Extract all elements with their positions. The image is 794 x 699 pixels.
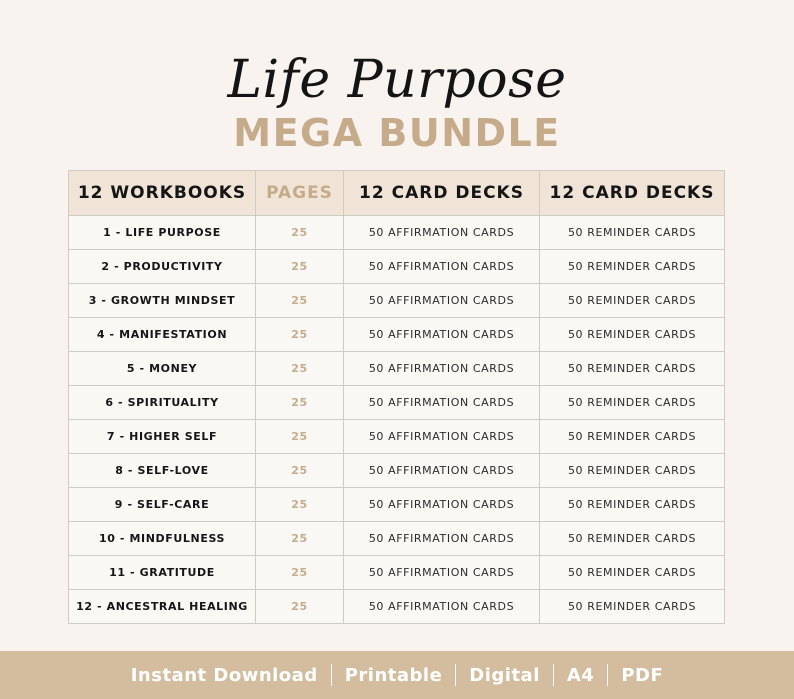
affirmation-deck-cell: 50 AFFIRMATION CARDS xyxy=(344,556,540,590)
table-row xyxy=(69,522,725,556)
workbook-cell: 10 - MINDFULNESS xyxy=(69,522,256,556)
workbook-cell: 9 - SELF-CARE xyxy=(69,488,256,522)
workbook-cell: 3 - GROWTH MINDSET xyxy=(69,284,256,318)
workbook-cell: 8 - SELF-LOVE xyxy=(69,454,256,488)
pages-cell: 25 xyxy=(256,420,344,454)
table-header-row xyxy=(69,171,725,216)
workbook-cell: 6 - SPIRITUALITY xyxy=(69,386,256,420)
affirmation-deck-cell: 50 AFFIRMATION CARDS xyxy=(344,318,540,352)
reminder-deck-cell: 50 REMINDER CARDS xyxy=(540,352,725,386)
footer-item: Instant Download xyxy=(130,664,318,686)
reminder-deck-cell: 50 REMINDER CARDS xyxy=(540,284,725,318)
pages-cell: 25 xyxy=(256,386,344,420)
workbook-cell: 4 - MANIFESTATION xyxy=(69,318,256,352)
table-row xyxy=(69,216,725,250)
title-script: Life Purpose xyxy=(227,50,567,110)
column-header-workbooks: 12 WORKBOOKS xyxy=(69,171,256,216)
footer-item: PDF xyxy=(621,664,664,686)
workbook-cell: 11 - GRATITUDE xyxy=(69,556,256,590)
reminder-deck-cell: 50 REMINDER CARDS xyxy=(540,386,725,420)
table-row xyxy=(69,454,725,488)
footer-separator xyxy=(455,664,456,686)
pages-cell: 25 xyxy=(256,590,344,624)
reminder-deck-cell: 50 REMINDER CARDS xyxy=(540,420,725,454)
table-row xyxy=(69,590,725,624)
footer-bar xyxy=(0,651,794,699)
table-row xyxy=(69,284,725,318)
column-header-card-decks-2: 12 CARD DECKS xyxy=(540,171,725,216)
table-row xyxy=(69,386,725,420)
reminder-deck-cell: 50 REMINDER CARDS xyxy=(540,216,725,250)
table-row xyxy=(69,352,725,386)
affirmation-deck-cell: 50 AFFIRMATION CARDS xyxy=(344,250,540,284)
workbook-cell: 1 - LIFE PURPOSE xyxy=(69,216,256,250)
table-row xyxy=(69,556,725,590)
table-row xyxy=(69,318,725,352)
footer-item: Printable xyxy=(344,664,443,686)
workbook-cell: 2 - PRODUCTIVITY xyxy=(69,250,256,284)
footer-separator xyxy=(331,664,332,686)
table-row xyxy=(69,250,725,284)
pages-cell: 25 xyxy=(256,250,344,284)
affirmation-deck-cell: 50 AFFIRMATION CARDS xyxy=(344,590,540,624)
footer-separator xyxy=(553,664,554,686)
workbook-cell: 12 - ANCESTRAL HEALING xyxy=(69,590,256,624)
table-row xyxy=(69,420,725,454)
table-body xyxy=(69,216,725,624)
reminder-deck-cell: 50 REMINDER CARDS xyxy=(540,488,725,522)
reminder-deck-cell: 50 REMINDER CARDS xyxy=(540,454,725,488)
workbook-cell: 5 - MONEY xyxy=(69,352,256,386)
pages-cell: 25 xyxy=(256,522,344,556)
affirmation-deck-cell: 50 AFFIRMATION CARDS xyxy=(344,454,540,488)
affirmation-deck-cell: 50 AFFIRMATION CARDS xyxy=(344,352,540,386)
pages-cell: 25 xyxy=(256,352,344,386)
footer-item: A4 xyxy=(566,664,595,686)
title-bold: MEGA BUNDLE xyxy=(233,111,561,155)
column-header-card-decks-1: 12 CARD DECKS xyxy=(344,171,540,216)
pages-cell: 25 xyxy=(256,556,344,590)
column-header-pages: PAGES xyxy=(256,171,344,216)
affirmation-deck-cell: 50 AFFIRMATION CARDS xyxy=(344,216,540,250)
table-header xyxy=(69,171,725,216)
footer-separator xyxy=(607,664,608,686)
reminder-deck-cell: 50 REMINDER CARDS xyxy=(540,522,725,556)
affirmation-deck-cell: 50 AFFIRMATION CARDS xyxy=(344,284,540,318)
affirmation-deck-cell: 50 AFFIRMATION CARDS xyxy=(344,522,540,556)
affirmation-deck-cell: 50 AFFIRMATION CARDS xyxy=(344,488,540,522)
reminder-deck-cell: 50 REMINDER CARDS xyxy=(540,556,725,590)
pages-cell: 25 xyxy=(256,454,344,488)
pages-cell: 25 xyxy=(256,284,344,318)
pages-cell: 25 xyxy=(256,318,344,352)
pages-cell: 25 xyxy=(256,488,344,522)
reminder-deck-cell: 50 REMINDER CARDS xyxy=(540,590,725,624)
workbook-cell: 7 - HIGHER SELF xyxy=(69,420,256,454)
affirmation-deck-cell: 50 AFFIRMATION CARDS xyxy=(344,420,540,454)
pages-cell: 25 xyxy=(256,216,344,250)
table-row xyxy=(69,488,725,522)
footer-item: Digital xyxy=(469,664,540,686)
bundle-table xyxy=(68,170,725,624)
affirmation-deck-cell: 50 AFFIRMATION CARDS xyxy=(344,386,540,420)
reminder-deck-cell: 50 REMINDER CARDS xyxy=(540,250,725,284)
reminder-deck-cell: 50 REMINDER CARDS xyxy=(540,318,725,352)
